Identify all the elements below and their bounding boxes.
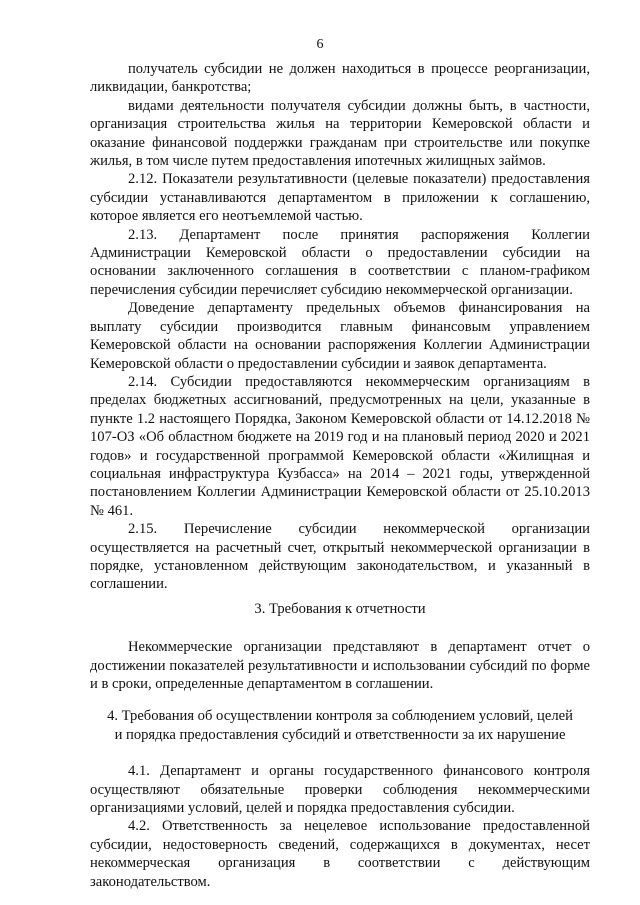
paragraph-2-15: 2.15. Перечисление субсидии некоммерческой организации осуществляется на расчетный счет, открытый некоммерческой организации в порядке, установленном действующим законодательством, и указанный в соглашении. xyxy=(90,521,590,593)
paragraph-2-14: 2.14. Субсидии предоставляются некоммерческим организациям в пределах бюджетных ассигнований, предусмотренных на цели, указанные в пункте 1.2 настоящего Порядка, Законом Кемеровской области от 14.12.2018 № 107-ОЗ «Об областном бюджете на 2019 год и на плановый период 2020 и 2021 годов» и государственной программой Кемеровской области «Жилищная и социальная инфраструктура Кузбасса» на 2014 – 2021 годы, утвержденной постановлением Коллегии Администрации Кемеровской области от 25.10.2013 № 461. xyxy=(90,373,590,519)
section-4-heading-line-2: и порядка предоставления субсидий и ответственности за их нарушение xyxy=(114,726,566,743)
paragraph-2-13: 2.13. Департамент после принятия распоряжения Коллегии Администрации Кемеровской области о предоставлении субсидии на основании заключенного соглашения в соответствии с планом-графиком перечисления субсидии перечисляет субсидию некоммерческой организации. xyxy=(90,226,590,298)
document-body xyxy=(90,60,590,891)
section-4-heading-line-1: 4. Требования об осуществлении контроля за соблюдением условий, целей xyxy=(107,708,573,725)
section-4-heading xyxy=(90,707,590,744)
paragraph-4-1: 4.1. Департамент и органы государственного финансового контроля осуществляют обязательные проверки соблюдения некоммерческими организациями условий, целей и порядка предоставления субсидии. xyxy=(90,763,590,817)
paragraph-reporting: Некоммерческие организации представляют в департамент отчет о достижении показателей результативности и использовании субсидий по форме и в сроки, определенные департаментом в соглашении. xyxy=(90,639,590,692)
page-number: 6 xyxy=(316,37,324,52)
paragraph-4-2: 4.2. Ответственность за нецелевое использование предоставленной субсидии, недостоверность сведений, содержащихся в документах, несет некоммерческая организация в соответствии с действующим законодательством. xyxy=(90,818,590,890)
paragraph-reorganization: получатель субсидии не должен находиться в процессе реорганизации, ликвидации, банкротства; xyxy=(90,61,590,96)
paragraph-activities: видами деятельности получателя субсидии должны быть, в частности, организация строительства жилья на территории Кемеровской области и оказание финансовой поддержки гражданам при строительстве или покупке жилья, в том числе путем предоставления ипотечных жилищных займов. xyxy=(90,97,590,170)
paragraph-funding-limits: Доведение департаменту предельных объемов финансирования на выплату субсидии производится главным финансовым управлением Кемеровской области на основании распоряжения Коллегии Администрации Кемеровской области о предоставлении субсидии и заявок департамента. xyxy=(90,300,590,372)
paragraph-2-12: 2.12. Показатели результативности (целевые показатели) предоставления субсидии устанавливаются департаментом в приложении к соглашению, которое является его неотъемлемой частью. xyxy=(90,171,590,225)
section-3-heading: 3. Требования к отчетности xyxy=(254,600,426,617)
